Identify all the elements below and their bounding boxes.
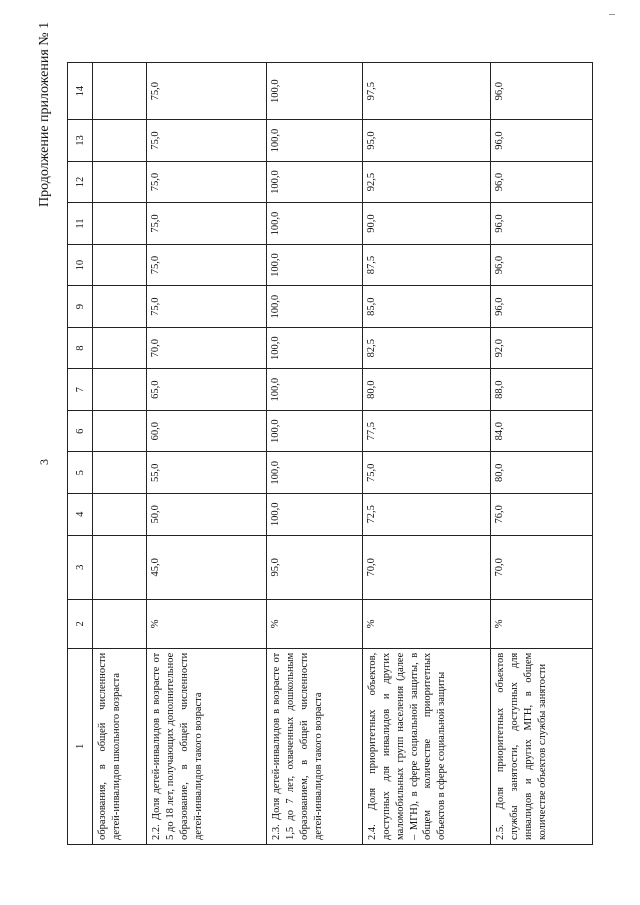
value-cell: 96,0: [491, 203, 593, 245]
indicators-table: [67, 62, 593, 845]
column-header: 2: [68, 599, 93, 648]
column-header: 5: [68, 452, 93, 494]
value-cell: [93, 120, 147, 162]
table-row: [267, 63, 363, 845]
table-row: [363, 63, 491, 845]
unit-cell: %: [267, 599, 363, 648]
value-cell: 100,0: [267, 327, 363, 369]
value-cell: 84,0: [491, 410, 593, 452]
value-cell: 100,0: [267, 244, 363, 286]
value-cell: 100,0: [267, 161, 363, 203]
value-cell: 96,0: [491, 161, 593, 203]
value-cell: 95,0: [267, 535, 363, 599]
value-cell: 80,0: [491, 452, 593, 494]
value-cell: 96,0: [491, 63, 593, 120]
column-header: 9: [68, 286, 93, 328]
column-header: 11: [68, 203, 93, 245]
unit-cell: [93, 599, 147, 648]
unit-cell: %: [147, 599, 267, 648]
column-header: 6: [68, 410, 93, 452]
value-cell: 75,0: [363, 452, 491, 494]
value-cell: 82,5: [363, 327, 491, 369]
appendix-title: Продолжение приложения № 1: [37, 21, 52, 207]
value-cell: 96,0: [491, 120, 593, 162]
value-cell: 95,0: [363, 120, 491, 162]
value-cell: 45,0: [147, 535, 267, 599]
value-cell: 76,0: [491, 494, 593, 536]
value-cell: 75,0: [147, 161, 267, 203]
value-cell: 77,5: [363, 410, 491, 452]
value-cell: 92,5: [363, 161, 491, 203]
value-cell: 60,0: [147, 410, 267, 452]
value-cell: 75,0: [147, 203, 267, 245]
value-cell: 75,0: [147, 63, 267, 120]
value-cell: 75,0: [147, 286, 267, 328]
value-cell: 75,0: [147, 244, 267, 286]
indicator-label: 2.2. Доля детей-инвалидов в возрасте от 5 до 18 лет, получающих дополнительное образование, в общей численности детей-инвалидов такого возраста: [147, 648, 267, 844]
value-cell: 75,0: [147, 120, 267, 162]
value-cell: 80,0: [363, 369, 491, 411]
value-cell: [93, 203, 147, 245]
value-cell: [93, 535, 147, 599]
value-cell: 88,0: [491, 369, 593, 411]
column-header: 14: [68, 63, 93, 120]
column-header: 13: [68, 120, 93, 162]
value-cell: 55,0: [147, 452, 267, 494]
column-header: 10: [68, 244, 93, 286]
value-cell: 90,0: [363, 203, 491, 245]
value-cell: 65,0: [147, 369, 267, 411]
page-number: 3: [37, 459, 51, 465]
value-cell: 97,5: [363, 63, 491, 120]
unit-cell: %: [491, 599, 593, 648]
value-cell: [93, 63, 147, 120]
value-cell: 100,0: [267, 369, 363, 411]
value-cell: 100,0: [267, 452, 363, 494]
table-row: [147, 63, 267, 845]
indicator-label: образования, в общей численности детей-инвалидов школьного возраста: [93, 648, 147, 844]
value-cell: 100,0: [267, 63, 363, 120]
value-cell: 72,5: [363, 494, 491, 536]
value-cell: 87,5: [363, 244, 491, 286]
value-cell: [93, 286, 147, 328]
indicator-label: 2.4. Доля приоритетных объектов, доступных для инвалидов и других маломобильных групп населения (далее – МГН), в сфере социальной защиты, в общем количестве приоритетных объектов в сфере социальной защиты: [363, 648, 491, 844]
value-cell: 85,0: [363, 286, 491, 328]
column-header: 4: [68, 494, 93, 536]
column-header: 12: [68, 161, 93, 203]
value-cell: 100,0: [267, 410, 363, 452]
value-cell: 100,0: [267, 203, 363, 245]
value-cell: [93, 494, 147, 536]
value-cell: 50,0: [147, 494, 267, 536]
indicator-label: 2.5. Доля приоритетных объектов службы занятости, доступных для инвалидов и других МГН, в общем количестве объектов службы занятости: [491, 648, 593, 844]
value-cell: [93, 327, 147, 369]
value-cell: [93, 161, 147, 203]
value-cell: [93, 369, 147, 411]
column-header: 3: [68, 535, 93, 599]
value-cell: 100,0: [267, 494, 363, 536]
value-cell: [93, 452, 147, 494]
indicator-label: 2.3. Доля детей-инвалидов в возрасте от 1,5 до 7 лет, охваченных дошкольным образованием, в общей численности детей-инвалидов такого возраста: [267, 648, 363, 844]
value-cell: 70,0: [363, 535, 491, 599]
value-cell: 70,0: [491, 535, 593, 599]
table-row: [491, 63, 593, 845]
unit-cell: %: [363, 599, 491, 648]
value-cell: [93, 244, 147, 286]
value-cell: 100,0: [267, 286, 363, 328]
value-cell: 92,0: [491, 327, 593, 369]
header-row: [68, 63, 93, 845]
column-header: 7: [68, 369, 93, 411]
value-cell: [93, 410, 147, 452]
value-cell: 96,0: [491, 286, 593, 328]
value-cell: 100,0: [267, 120, 363, 162]
value-cell: 96,0: [491, 244, 593, 286]
table-row: [93, 63, 147, 845]
value-cell: 70,0: [147, 327, 267, 369]
column-header: 8: [68, 327, 93, 369]
column-header: 1: [68, 648, 93, 844]
